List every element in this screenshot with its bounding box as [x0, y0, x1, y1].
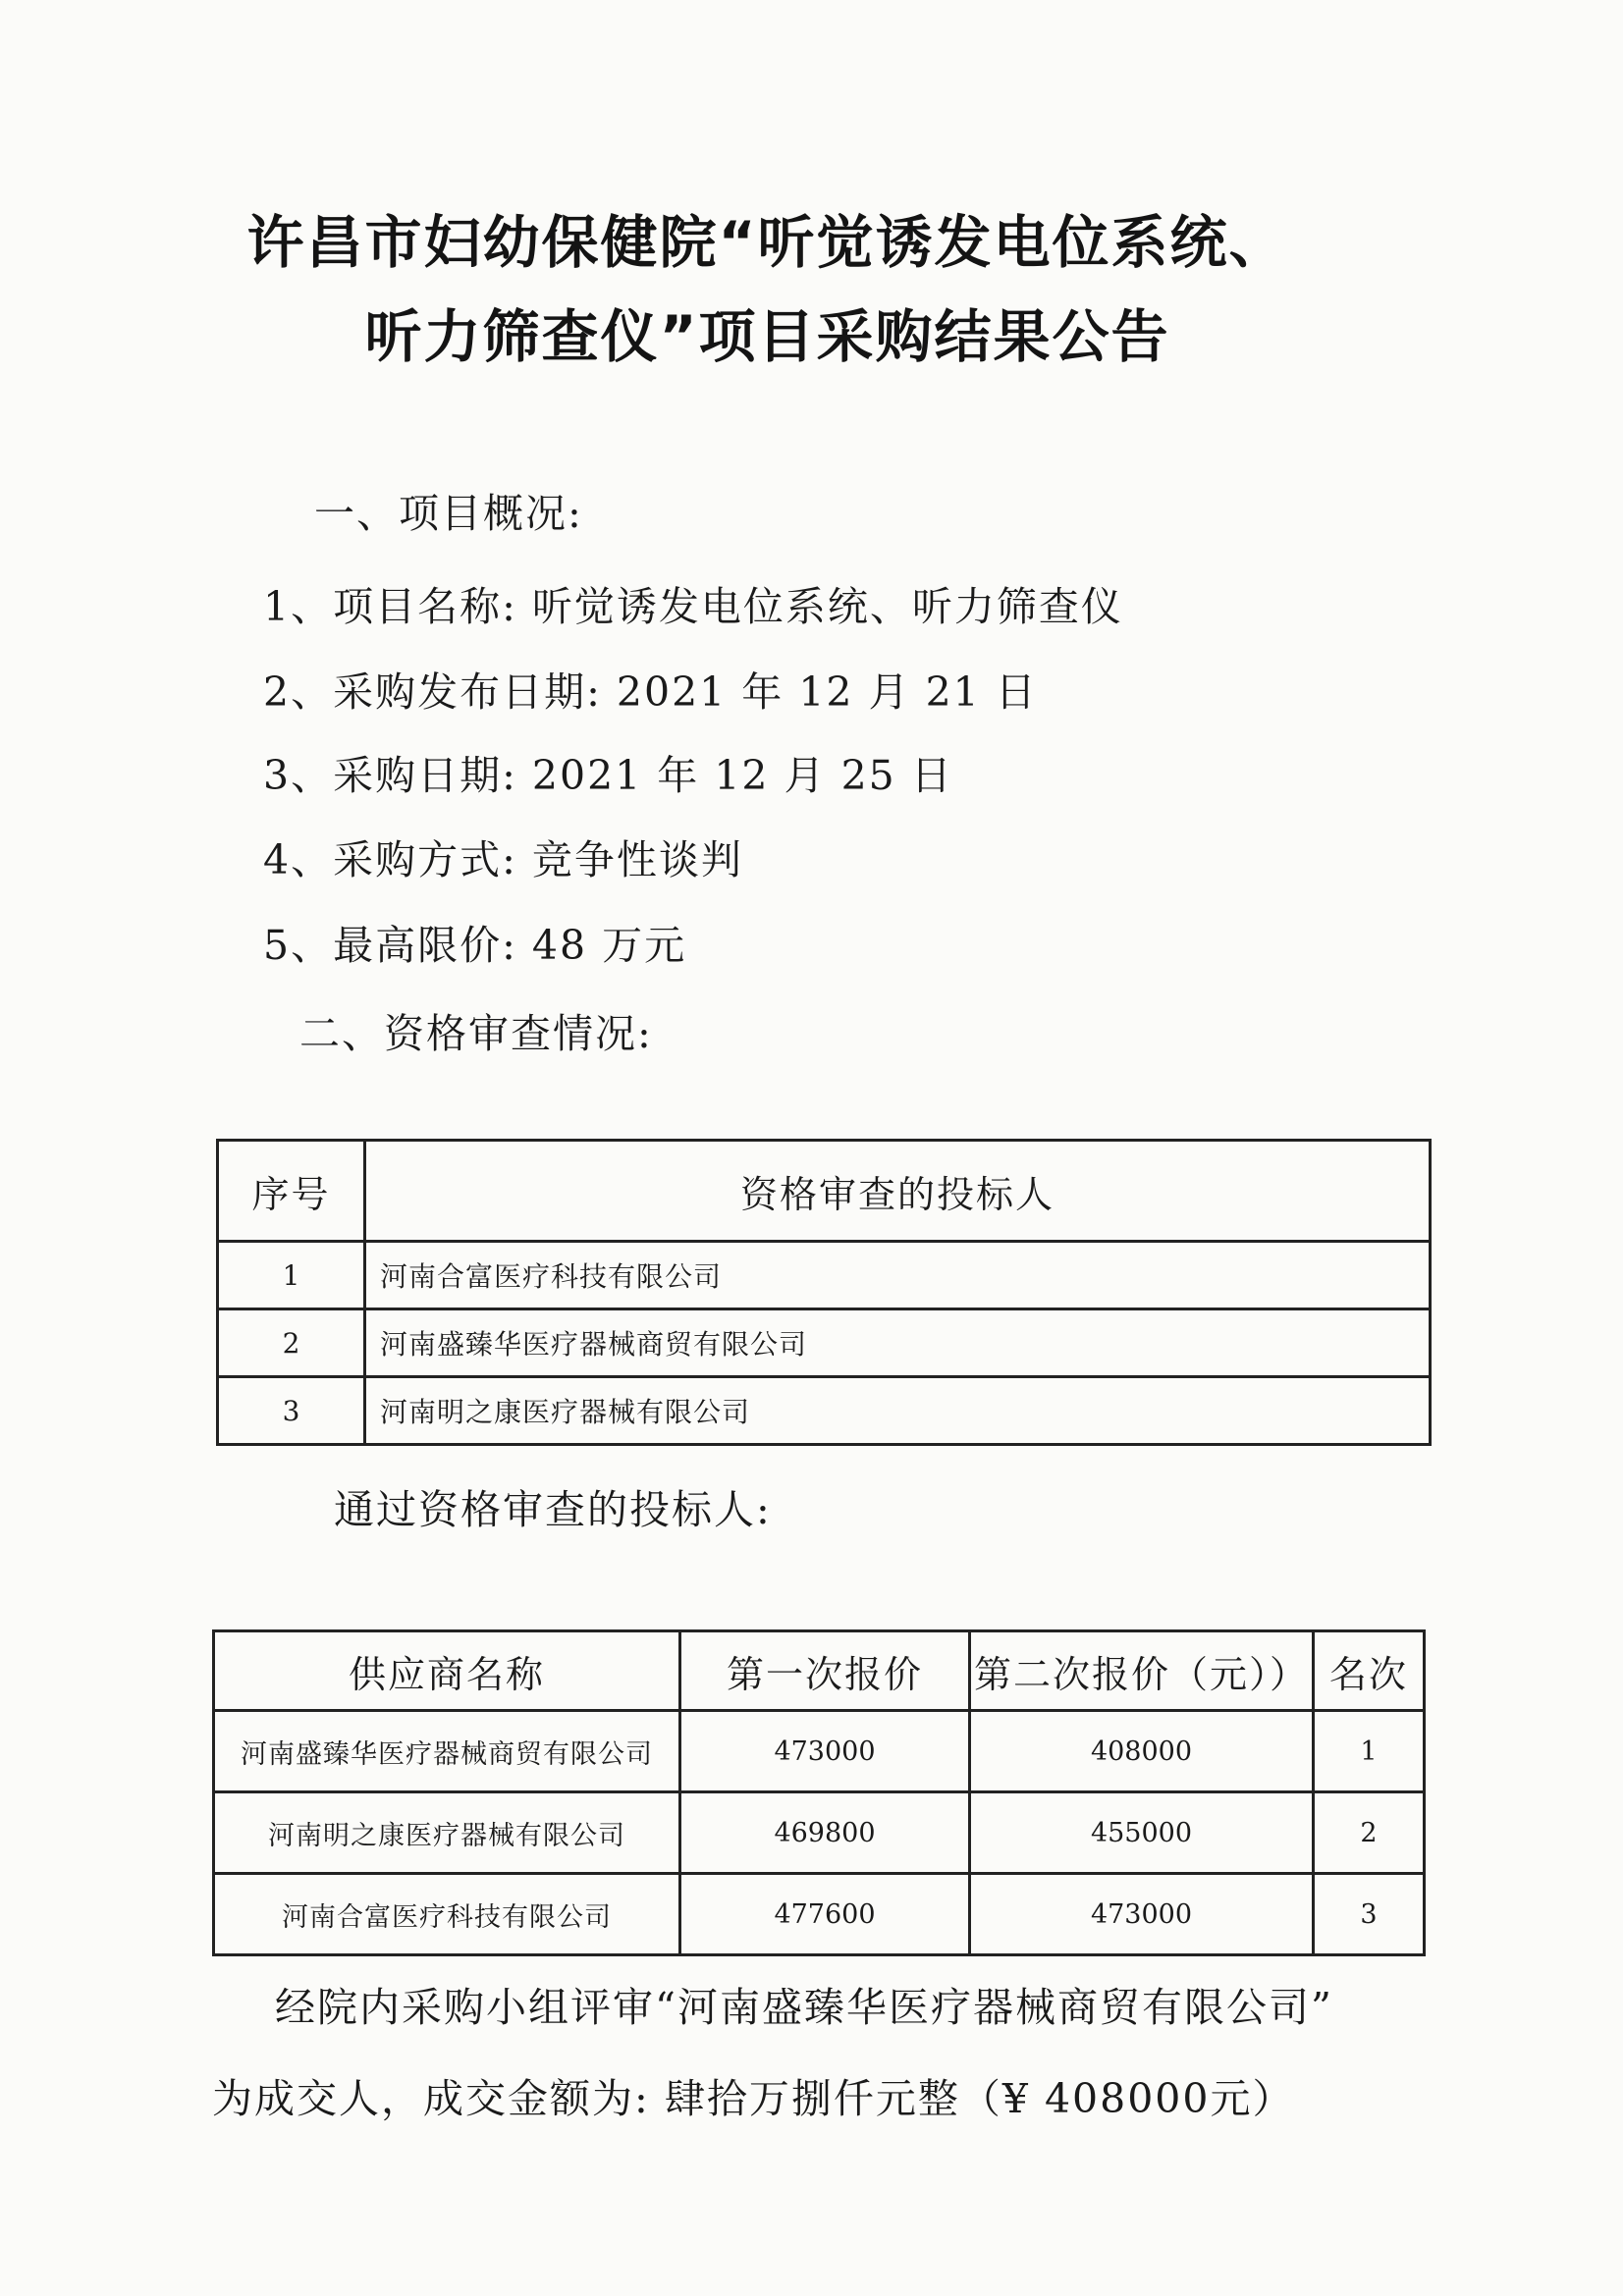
section-heading-overview: 一、项目概况:	[314, 490, 583, 537]
row-number: 2	[218, 1309, 365, 1377]
supplier-name: 河南合富医疗科技有限公司	[214, 1874, 680, 1955]
first-quote: 469800	[680, 1792, 970, 1874]
item-project-name: 1、项目名称: 听觉诱发电位系统、听力筛查仪	[263, 583, 1123, 630]
column-header-supplier: 供应商名称	[214, 1631, 680, 1711]
column-header-first-quote: 第一次报价	[680, 1631, 970, 1711]
table-row	[214, 1711, 1425, 1792]
supplier-name: 河南明之康医疗器械有限公司	[214, 1792, 680, 1874]
supplier-name: 河南盛臻华医疗器械商贸有限公司	[214, 1711, 680, 1792]
bidder-name: 河南合富医疗科技有限公司	[365, 1242, 1431, 1309]
table-row	[218, 1377, 1431, 1445]
item-publish-date: 2、采购发布日期: 2021 年 12 月 21 日	[263, 668, 1038, 716]
table-row	[214, 1874, 1425, 1955]
document-title-line-2: 听力筛查仪”项目采购结果公告	[364, 303, 1170, 370]
rank: 1	[1314, 1711, 1425, 1792]
rank: 2	[1314, 1792, 1425, 1874]
second-quote: 455000	[970, 1792, 1314, 1874]
row-number: 3	[218, 1377, 365, 1445]
bidder-name: 河南明之康医疗器械有限公司	[365, 1377, 1431, 1445]
bid-results-table	[212, 1629, 1426, 1956]
qualification-table	[216, 1139, 1432, 1446]
column-header-bidder: 资格审查的投标人	[365, 1141, 1431, 1242]
passed-bidders-label: 通过资格审查的投标人:	[334, 1486, 772, 1533]
column-header-rank: 名次	[1314, 1631, 1425, 1711]
rank: 3	[1314, 1874, 1425, 1955]
bidder-name: 河南盛臻华医疗器械商贸有限公司	[365, 1309, 1431, 1377]
table-header-row	[214, 1631, 1425, 1711]
closing-statement-line-2: 为成交人，成交金额为: 肆拾万捌仟元整（¥ 408000元）	[212, 2075, 1295, 2122]
first-quote: 473000	[680, 1711, 970, 1792]
column-header-number: 序号	[218, 1141, 365, 1242]
document-title-line-1: 许昌市妇幼保健院“听觉诱发电位系统、	[246, 209, 1288, 276]
section-heading-qualification: 二、资格审查情况:	[299, 1010, 653, 1057]
item-price-cap: 5、最高限价: 48 万元	[263, 922, 687, 969]
closing-statement-line-1: 经院内采购小组评审“河南盛臻华医疗器械商贸有限公司”	[275, 1984, 1333, 2031]
table-row	[218, 1309, 1431, 1377]
item-procurement-date: 3、采购日期: 2021 年 12 月 25 日	[263, 752, 953, 799]
item-procurement-method: 4、采购方式: 竞争性谈判	[263, 836, 743, 883]
first-quote: 477600	[680, 1874, 970, 1955]
column-header-second-quote: 第二次报价（元））	[970, 1631, 1314, 1711]
second-quote: 473000	[970, 1874, 1314, 1955]
table-row	[218, 1242, 1431, 1309]
row-number: 1	[218, 1242, 365, 1309]
table-row	[214, 1792, 1425, 1874]
second-quote: 408000	[970, 1711, 1314, 1792]
table-header-row	[218, 1141, 1431, 1242]
